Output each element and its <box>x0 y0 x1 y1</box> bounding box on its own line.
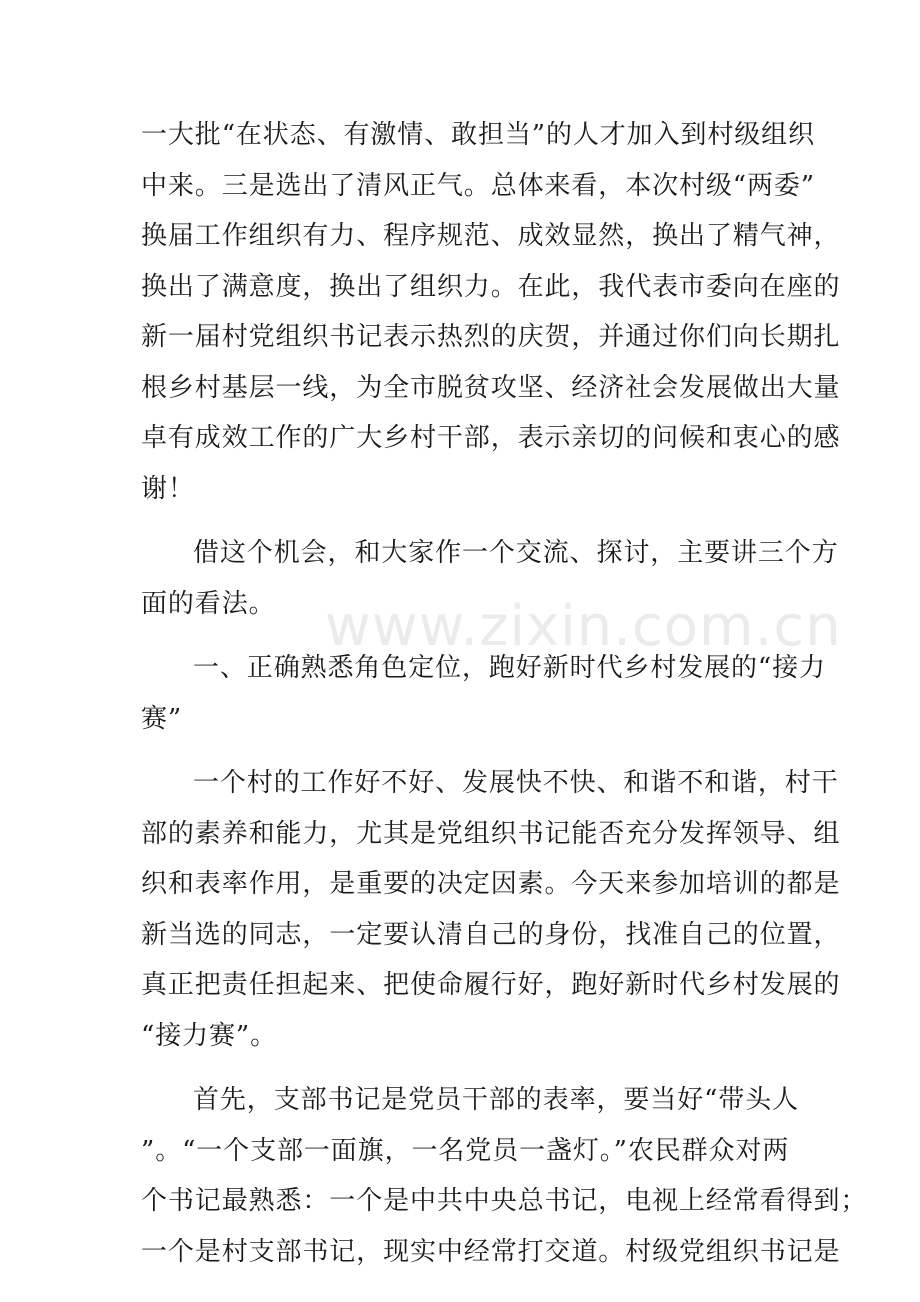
text-line: 换出了满意度，换出了组织力。在此，我代表市委向在座的 <box>141 271 841 302</box>
text-line: 借这个机会，和大家作一个交流、探讨，主要讲三个方 <box>193 538 839 568</box>
text-line: 部的素养和能力，尤其是党组织书记能否充分发挥领导、组 <box>141 818 841 849</box>
text-line: 首先，支部书记是党员干部的表率，要当好“带头人 <box>193 1085 799 1115</box>
paragraph-3 <box>141 758 841 1061</box>
text-line: 真正把责任担起来、把使命履行好，跑好新时代乡村发展的 <box>141 970 841 1000</box>
text-line: 换届工作组织有力、程序规范、成效显然，换出了精气神， <box>141 221 841 251</box>
paragraph-1 <box>141 110 841 514</box>
text-line: 一个村的工作好不好、发展快不快、和谐不和谐，村干 <box>193 768 839 798</box>
text-line: “接力赛”。 <box>141 1020 277 1051</box>
text-line: 谢！ <box>141 473 195 504</box>
text-line: 个书记最熟悉：一个是中共中央总书记，电视上经常看得到； <box>141 1186 868 1216</box>
text-line: ”。“一个支部一面旗，一名党员一盏灯。”农民群众对两 <box>141 1135 790 1166</box>
text-line: 新一届村党组织书记表示热烈的庆贺，并通过你们向长期扎 <box>141 322 841 352</box>
watermark-text: www.zixin.com.cn <box>325 594 842 659</box>
section-heading <box>141 643 826 744</box>
text-line: 根乡村基层一线，为全市脱贫攻坚、经济社会发展做出大量 <box>141 372 841 403</box>
body-text <box>141 110 868 1277</box>
text-line: 中来。三是选出了清风正气。总体来看，本次村级“两委” <box>141 170 815 201</box>
heading-line: 赛” <box>141 703 183 734</box>
heading-line: 一、正确熟悉角色定位，跑好新时代乡村发展的“接力 <box>193 653 826 683</box>
text-line: 新当选的同志，一定要认清自己的身份，找准自己的位置， <box>141 919 841 950</box>
paragraph-4 <box>141 1075 868 1277</box>
text-line: 一大批“在状态、有激情、敢担当”的人才加入到村级组织 <box>141 120 815 150</box>
text-line: 一个是村支部书记，现实中经常打交道。村级党组织书记是 <box>141 1236 841 1267</box>
text-line: 织和表率作用，是重要的决定因素。今天来参加培训的都是 <box>141 869 841 899</box>
text-line: 面的看法。 <box>141 588 276 619</box>
text-line: 卓有成效工作的广大乡村干部，表示亲切的问候和衷心的感 <box>141 423 841 453</box>
